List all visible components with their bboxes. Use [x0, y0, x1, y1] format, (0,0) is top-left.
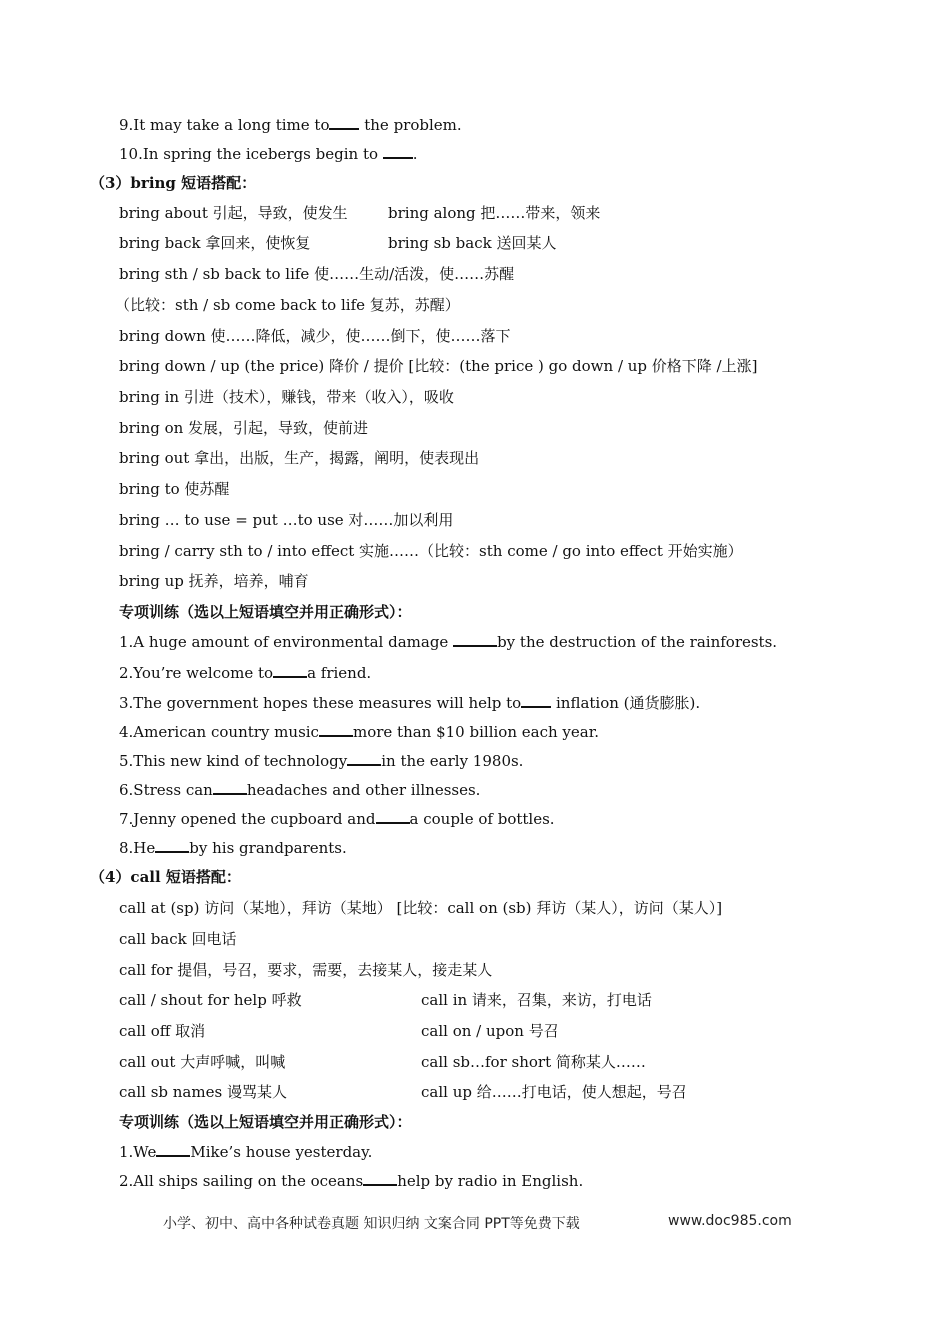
question-4	[119, 722, 599, 741]
answer-blank[interactable]	[329, 115, 359, 130]
phrase-entry: bring … to use = put …to use 对……加以利用	[119, 511, 454, 529]
section-heading-call: （4）call 短语搭配：	[90, 868, 241, 886]
question-text: a friend.	[307, 664, 372, 682]
answer-blank[interactable]	[213, 780, 247, 795]
question-10	[119, 144, 418, 163]
phrase-note: （比较：sth / sb come back to life 复苏，苏醒）	[115, 296, 460, 314]
question-text: help by radio in English.	[397, 1172, 584, 1190]
question-9	[119, 115, 462, 134]
question-text: 2.You’re welcome to	[119, 664, 274, 682]
question-2	[119, 1171, 583, 1190]
answer-blank[interactable]	[156, 1142, 190, 1157]
question-text: by the destruction of the rainforests.	[497, 633, 778, 651]
question-text: 7.Jenny opened the cupboard and	[119, 810, 376, 828]
question-text: 6.Stress can	[119, 781, 213, 799]
phrase-entry: call at (sp) 访问（某地），拜访（某地） [比较：call on (sb) 拜访（某人），访问（某人）]	[119, 899, 723, 917]
question-text: the problem.	[359, 116, 462, 134]
phrase-entry: bring to 使苏醒	[119, 480, 230, 498]
phrase-entry: bring up 抚养，培养，哺育	[119, 572, 309, 590]
question-text: 1.A huge amount of environmental damage	[119, 633, 454, 651]
phrase-entry: bring down 使……降低，减少，使……倒下，使……落下	[119, 327, 511, 345]
phrase-entry: bring / carry sth to / into effect 实施……（比较：sth come / go into effect 开始实施）	[119, 542, 743, 560]
question-5	[119, 751, 523, 770]
phrase-entry: bring about 引起，导致，使发生	[119, 204, 348, 222]
question-text: 9.It may take a long time to	[119, 116, 330, 134]
phrase-entry: bring along 把……带来，领来	[388, 204, 601, 222]
answer-blank[interactable]	[319, 722, 353, 737]
phrase-entry: bring out 拿出，出版，生产，揭露，阐明，使表现出	[119, 449, 480, 467]
question-7	[119, 809, 555, 828]
question-text: 2.All ships sailing on the oceans	[119, 1172, 364, 1190]
question-text: in the early 1980s.	[381, 752, 524, 770]
question-6	[119, 780, 480, 799]
question-2	[119, 663, 371, 682]
drill-heading: 专项训练（选以上短语填空并用正确形式）：	[119, 1113, 412, 1131]
phrase-entry: call on / upon 号召	[421, 1022, 559, 1040]
phrase-entry: call back 回电话	[119, 930, 237, 948]
answer-blank[interactable]	[383, 144, 413, 159]
phrase-entry: call in 请来，召集，来访，打电话	[421, 991, 652, 1009]
question-1	[119, 1142, 372, 1161]
phrase-entry: call / shout for help 呼救	[119, 991, 302, 1009]
footer-link[interactable]: www.doc985.com	[668, 1213, 792, 1229]
phrase-entry: call sb names 谩骂某人	[119, 1083, 287, 1101]
section-heading-bring: （3）bring 短语搭配：	[90, 174, 257, 192]
question-text: .	[412, 145, 418, 163]
question-1	[119, 632, 777, 651]
question-text: Mike’s house yesterday.	[190, 1143, 373, 1161]
question-text: more than $10 billion each year.	[352, 723, 599, 741]
answer-blank[interactable]	[453, 632, 497, 647]
question-8	[119, 838, 347, 857]
phrase-entry: bring in 引进（技术），赚钱，带来（收入），吸收	[119, 388, 454, 406]
phrase-entry: call off 取消	[119, 1022, 206, 1040]
answer-blank[interactable]	[376, 809, 410, 824]
question-text: by his grandparents.	[189, 839, 347, 857]
question-text: inflation (通货膨胀).	[551, 694, 701, 712]
question-text: headaches and other illnesses.	[246, 781, 481, 799]
phrase-entry: call for 提倡，号召，要求，需要，去接某人，接走某人	[119, 961, 493, 979]
phrase-entry: call out 大声呼喊，叫喊	[119, 1053, 286, 1071]
phrase-entry: call up 给……打电话，使人想起，号召	[421, 1083, 687, 1101]
question-3	[119, 693, 700, 712]
phrase-entry: bring back 拿回来，使恢复	[119, 234, 311, 252]
phrase-entry: bring on 发展，引起，导致，使前进	[119, 419, 369, 437]
phrase-entry: bring sb back 送回某人	[388, 234, 557, 252]
question-text: a couple of bottles.	[409, 810, 555, 828]
phrase-entry: call sb…for short 简称某人……	[421, 1053, 646, 1071]
question-text: 1.We	[119, 1143, 157, 1161]
footer-text: 小学、初中、高中各种试卷真题 知识归纳 文案合同 PPT等免费下载	[163, 1216, 580, 1232]
drill-heading: 专项训练（选以上短语填空并用正确形式）：	[119, 603, 412, 621]
phrase-entry: bring down / up (the price) 降价 / 提价 [比较：(the price ) go down / up 价格下降 /上涨]	[119, 357, 758, 375]
question-text: 10.In spring the icebergs begin to	[119, 145, 383, 163]
answer-blank[interactable]	[155, 838, 189, 853]
question-text: 5.This new kind of technology	[119, 752, 348, 770]
phrase-entry: bring sth / sb back to life 使……生动/活泼，使……苏醒	[119, 265, 515, 283]
answer-blank[interactable]	[363, 1171, 397, 1186]
answer-blank[interactable]	[273, 663, 307, 678]
answer-blank[interactable]	[347, 751, 381, 766]
answer-blank[interactable]	[521, 693, 551, 708]
question-text: 3.The government hopes these measures will help to	[119, 694, 522, 712]
question-text: 4.American country music	[119, 723, 319, 741]
question-text: 8.He	[119, 839, 156, 857]
